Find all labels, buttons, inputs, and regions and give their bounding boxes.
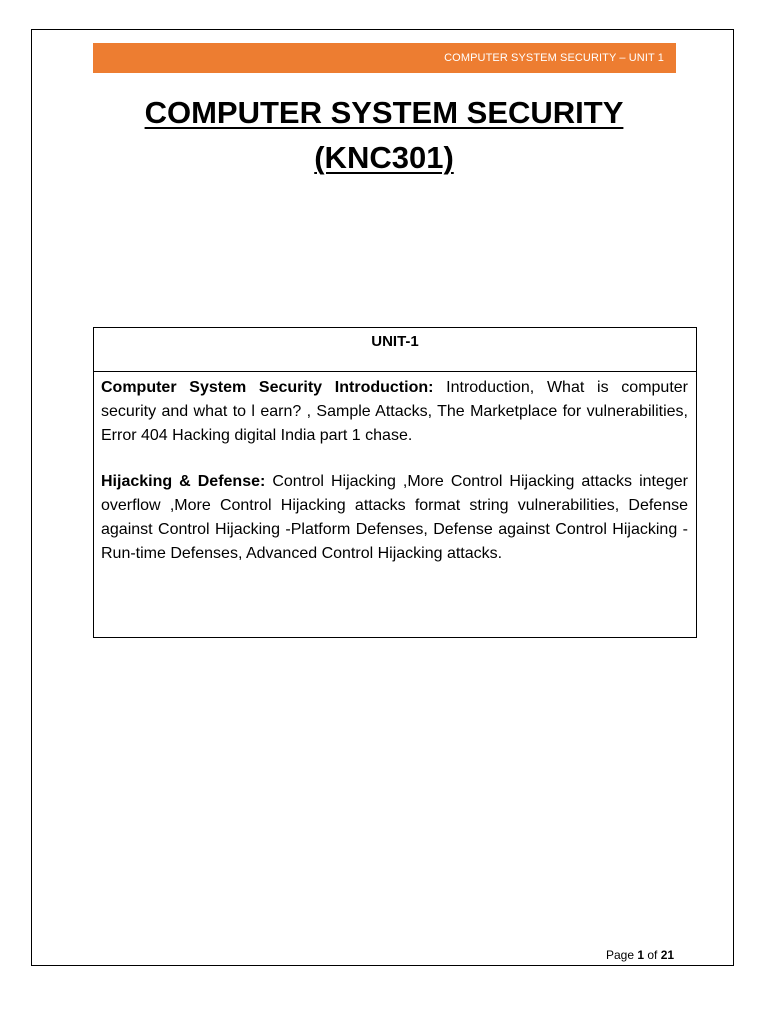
page-number xyxy=(606,948,674,962)
section-body: Control Hijacking ,More Control Hijacking attacks integer overflow ,More Control Hijacking attacks format string vulnerabilities, Defense against Control Hijacking -Platform Defenses, Defense against Control Hijacking - Run-time Defenses, Advanced Control Hijacking attacks. xyxy=(101,473,689,562)
syllabus-section-introduction xyxy=(101,376,688,448)
section-heading: Hijacking & Defense: xyxy=(101,473,266,490)
page-word: Page xyxy=(606,948,638,962)
syllabus-table xyxy=(93,327,697,638)
syllabus-content xyxy=(94,372,696,566)
unit-heading: UNIT-1 xyxy=(94,328,696,372)
total-pages: 21 xyxy=(660,948,675,962)
running-header-bar xyxy=(93,43,676,73)
document-title: COMPUTER SYSTEM SECURITY xyxy=(144,95,624,130)
running-header-text: COMPUTER SYSTEM SECURITY – UNIT 1 xyxy=(444,52,664,64)
section-heading: Computer System Security Introduction: xyxy=(101,379,434,396)
course-code: (KNC301) xyxy=(314,140,454,175)
current-page: 1 xyxy=(637,948,645,962)
section-body: Introduction, What is computer security and what to l earn? , Sample Attacks, The Marketplace for vulnerabilities, Error 404 Hacking digital India part 1 chase. xyxy=(101,379,688,444)
syllabus-section-hijacking xyxy=(101,470,688,566)
of-word: of xyxy=(644,948,661,962)
